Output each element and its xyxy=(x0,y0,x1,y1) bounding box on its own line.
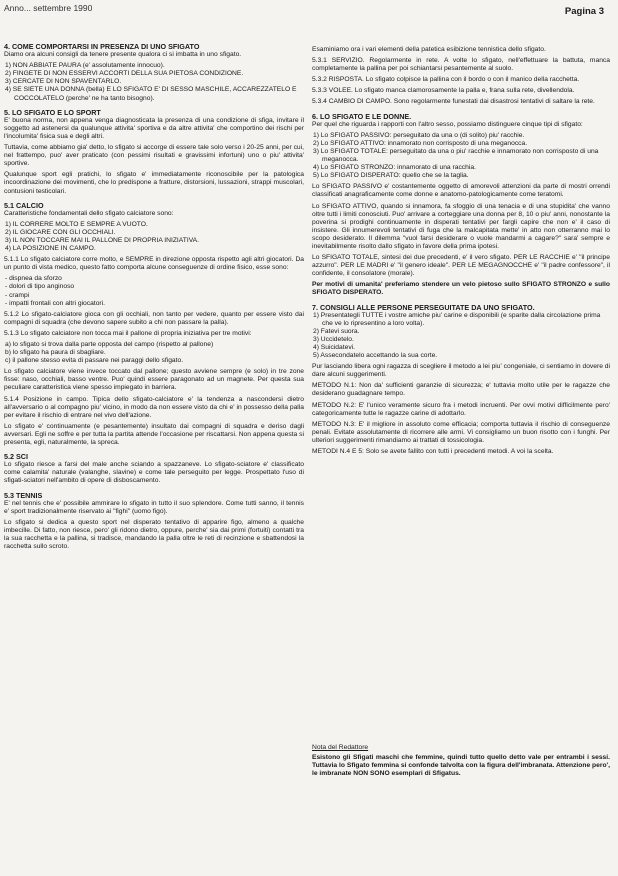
paragraph: METODO N.2: E' l'unico veramente sicuro fra i metodi incruenti. Per ovvi motivi difficilmente pero' categoricamente tutte le ragazze carine di adottarlo. xyxy=(312,401,610,417)
section-51-title: 5.1 CALCIO xyxy=(4,200,44,210)
list-item: 2) Fatevi suora. xyxy=(313,327,360,335)
list-item: 4) LA POSIZIONE IN CAMPO. xyxy=(5,245,96,253)
paragraph: Tuttavia, come abbiamo gia' detto, lo sfigato si accorge di essere tale solo verso i 20-25 anni, per cui, nel frattempo, puo' aver praticato (con pessimi risultati e gravissimi infortuni) uno o piu' attivita' sportive. xyxy=(4,144,304,168)
paragraph: Qualunque sport egli pratichi, lo sfigato e' immediatamente riconoscibile per la patologica incoordinazione dei movimenti, che lo predispone a fratture, distorsioni, lussazioni, strappi muscolari, contusioni testicolari. xyxy=(4,171,304,195)
section-513-list xyxy=(4,341,304,365)
list-item: 1) Presentategli TUTTE i vostre amiche piu' carine e disponibili (e sparite dalla circolazione prima che ve lo ripresentino a loro volta). xyxy=(313,311,601,327)
section-51-list xyxy=(4,221,304,253)
paragraph: METODO N.1: Non da' sufficienti garanzie di sicurezza; e' tuttavia molto utile per le ragazze che desiderano guadagnare tempo. xyxy=(312,382,610,398)
list-item: 3) Uccidetelo. xyxy=(313,335,354,343)
left-column xyxy=(4,43,304,554)
editor-note xyxy=(312,744,610,781)
paragraph: Lo SFIGATO TOTALE, sintesi dei due precedenti, e' il vero sfigato. PER LE RACCHIE e' "il principe azzurro". PER LE MADRI e' "il genero ideale". PER LE MEGAGNOCCHE e' "il padre confessore", il confidente, il consolatore (morale). xyxy=(312,254,610,278)
paragraph: Per quel che riguarda i rapporti con l'altro sesso, possiamo distinguere cinque tipi di sfigato: xyxy=(312,120,583,128)
editor-note-text: Esistono gli Sfigati maschi che femmine, quindi tutto quello detto vale per entrambi i sessi. Tuttavia lo Sfigato femmina si confonde talvolta con la figura dell'imbranata. Attenzione pero', le imbranate NON SONO esemplari di Sfigatus. xyxy=(312,754,610,778)
header-date: Anno... settembre 1990 xyxy=(4,3,93,13)
paragraph: 5.1.4 Posizione in campo. Tipica dello sfigato-calciatore e' la tendenza a nascondersi dietro all'avversario o al compagno piu' vicino, in modo da non essere visto da chi e' in possesso della palla per evitare il rischio di entrare nel vivo dell'azione. xyxy=(4,395,304,419)
section-6-title: 6. LO SFIGATO E LE DONNE. xyxy=(312,111,412,121)
list-item: 1) IL CORRERE MOLTO E SEMPRE A VUOTO. xyxy=(5,220,148,228)
list-item: 2) Lo SFIGATO ATTIVO: innamorato non corrisposto di una meganocca. xyxy=(313,139,528,147)
paragraph: Lo SFIGATO PASSIVO e' costantemente oggetto di amorevoli attenzioni da parte di mostri orrendi classificati anagraficamente come donne e anatomo-patologicamente come teratomi. xyxy=(312,183,610,199)
paragraph: Per motivi di umanita' preferiamo stendere un velo pietoso sullo SFIGATO STRONZO e sullo SFIGATO DISPERATO. xyxy=(312,281,610,297)
list-item: 1) Lo SFIGATO PASSIVO: perseguitato da una o (di solito) piu' racchie. xyxy=(313,131,525,139)
section-4-list xyxy=(4,62,304,102)
list-item: 3) Lo SFIGATO TOTALE: perseguitato da una o piu' racchie e innamorato non corrisposto di una meganocca. xyxy=(313,147,599,164)
paragraph: 5.1.3 Lo sfigato calciatore non tocca mai il pallone di propria iniziativa per tre motivi: xyxy=(4,329,252,337)
list-item: b) lo sfigato ha paura di sbagliare. xyxy=(5,349,106,357)
paragraph: 5.1.2 Lo sfigato-calciatore gioca con gli occhiali, non tanto per vedere, quanto per essere visto dai compagni di squadra (che devono sapere subito a chi non passare la palla). xyxy=(4,310,304,326)
list-item: 3) CERCATE DI NON SPAVENTARLO. xyxy=(5,78,122,86)
paragraph: Lo SFIGATO ATTIVO, quando si innamora, fa sfoggio di una tenacia e di una stupidita' che vanno oltre tutti i limiti conosciuti. Puo' arrivare a corteggiare una donna per 8, 10 o piu' anni, nonostante la poverina si prodighi continuamente in disperati tentativi per fargli capire che non e' il caso di insistere. Gli innumerevoli tentativi di fuga che la malcapitata mette' in atto non otterranno mai lo scopo desiderato. Il dilemma "vuol farsi desiderare o vuole mandarmi a cagare?" sara' sempre e inevitabilmente risolto dallo sfigato in favore della prima ipotesi. xyxy=(312,202,610,250)
list-item: 4) Suicidatevi. xyxy=(313,344,356,351)
list-item: 4) SE SIETE UNA DONNA (bella) E LO SFIGATO E' DI SESSO MASCHILE, ACCAREZZATELO E COCCOLATELO (perche' ne ha tanto bisogno). xyxy=(5,86,297,102)
paragraph: Caratteristiche fondamentali dello sfigato calciatore sono: xyxy=(4,209,174,217)
right-column xyxy=(312,46,610,459)
paragraph: E' nel tennis che e' possibile ammirare lo sfigato in tutto il suo splendore. Come tutti sanno, il tennis e' sport tradizionalmente riservato ai "fighi" (uomo figo). xyxy=(4,499,304,515)
list-item: - dolori di tipo anginoso xyxy=(5,283,75,291)
editor-note-title: Nota del Redattore xyxy=(312,744,369,751)
section-7-list xyxy=(312,312,610,361)
section-6-list xyxy=(312,132,610,181)
paragraph: 5.3.4 CAMBIO DI CAMPO. Sono regolarmente funestati dai disastrosi tentativi di saltare la rete. xyxy=(312,98,595,106)
list-item: 2) IL GIOCARE CON GLI OCCHIALI. xyxy=(5,228,116,236)
paragraph: Lo sfigato riesce a farsi del male anche sciando a spazzaneve. Lo sfigato-sciatore e' classificato come calamita' naturale (valanghe, slavine) e come tale perseguito per legge. Prospettato l'uso di sfigati-sciatori nell'ambito di opere di disboscamento. xyxy=(4,461,304,485)
paragraph: 5.3.3 VOLEE. Lo sfigato manca clamorosamente la palla e, frana sulla rete, divellendola. xyxy=(312,87,575,95)
list-item: 4) Lo SFIGATO STRONZO: innamorato di una racchia. xyxy=(313,164,476,172)
list-item: c) il pallone stesso evita di passare nei paraggi dello sfigato. xyxy=(5,357,184,365)
section-5-title: 5. LO SFIGATO E LO SPORT xyxy=(4,107,101,117)
list-item: 5) Assecondatelo accettando la sua corte. xyxy=(313,352,438,360)
paragraph: 5.1.1 Lo sfigato calciatore corre molto, e SEMPRE in direzione opposta rispetto agli altri giocatori. Da un punto di vista medico, questo fatto comporta alcune conseguenze di ordine fisico, esse sono: xyxy=(4,256,304,272)
list-item: 5) Lo SFIGATO DISPERATO: quello che se la taglia. xyxy=(313,172,469,180)
list-item: - impatti frontali con altri giocatori. xyxy=(5,299,105,307)
paragraph: METODO N.3: E' il migliore in assoluto come efficacia; comporta tuttavia il rischio di conseguenze penali. Evitate assolutamente di ricorrere alle armi. Vi consigliamo un buon risotto con i funghi. Per ulteriori suggerimenti rimandiamo ai trattati di tossicologia. xyxy=(312,420,610,444)
list-item: 2) FINGETE DI NON ESSERVI ACCORTI DELLA SUA PIETOSA CONDIZIONE. xyxy=(5,70,244,78)
section-4-title: 4. COME COMPORTARSI IN PRESENZA DI UNO SFIGATO xyxy=(4,42,200,51)
list-item: - dispnea da sforzo xyxy=(5,275,62,283)
section-511-list xyxy=(4,275,304,307)
section-4-intro: Diamo ora alcuni consigli da tenere presente qualora ci si imbatta in uno sfigato. xyxy=(4,51,242,59)
paragraph: METODI N.4 E 5: Solo se avete fallito con tutti i precedenti metodi. A voi la scelta. xyxy=(312,448,554,456)
paragraph: 5.3.1 SERVIZIO. Regolarmente in rete. A volte lo sfigato, nell'effettuare la battuta, manca completamente la pallina per poi schiantarsi pesantemente al suolo. xyxy=(312,57,610,73)
list-item: a) lo sfigato si trova dalla parte opposta del campo (rispetto al pallone) xyxy=(5,341,214,348)
list-item: - crampi xyxy=(5,291,30,299)
paragraph: Esaminiamo ora i vari elementi della patetica esibizione tennistica dello sfigato. xyxy=(312,46,546,53)
paragraph: Lo sfigato e' continuamente (e pesantemente) insultato dai compagni di squadra e deriso dagli avversari. Egli ne soffre e per tutta la partita attende l'occasione per riscattarsi. Non appena questa si presenta, egli, naturalmente, la spreca. xyxy=(4,422,304,447)
paragraph: E' buona norma, non appena venga diagnosticata la presenza di una condizione di sfiga, invitare il soggetto ad astenersi da qualunque attivita' sportiva e da altre attivita' che comportino dei rischi per l'incolumita' fisica sua e degli altri. xyxy=(4,116,304,140)
list-item: 1) NON ABBIATE PAURA (e' assolutamente innocuo). xyxy=(5,62,165,70)
paragraph: 5.3.2 RISPOSTA. Lo sfigato colpisce la pallina con il bordo o con il manico della racchetta. xyxy=(312,76,580,84)
section-53-title: 5.3 TENNIS xyxy=(4,490,43,500)
section-7-title: 7. CONSIGLI ALLE PERSONE PERSEGUITATE DA UNO SFIGATO. xyxy=(312,302,535,312)
paragraph: Pur lasciando libera ogni ragazza di scegliere il metodo a lei piu' congeniale, ci sentiamo in dovere di dare alcuni suggerimenti. xyxy=(312,363,610,379)
paragraph: Lo sfigato si dedica a questo sport nel disperato tentativo di apparire figo, almeno a qualche imbecille. Di fatto, non riesce, pero' gli ridono dietro, oppure, perche' sia dai primi (fortuiti) contatti tra la sua racchetta e la pallina, si tradisce, mandando la palla oltre le reti di recinzione e sbattendosi la racchetta sullo scroto. xyxy=(4,518,304,551)
page-number: Pagina 3 xyxy=(564,6,604,17)
section-52-title: 5.2 SCI xyxy=(4,452,28,462)
paragraph: Lo sfigato calciatore viene invece toccato dal pallone; questo avviene sempre (e solo) in tre zone fisse: naso, occhiali, basso ventre. Puo' quindi essere paragonato ad un magnete. Per questa sua peculiare caratteristica viene spesso impiegato in barriera. xyxy=(4,368,304,392)
list-item: 3) IL NON TOCCARE MAI IL PALLONE DI PROPRIA INIZIATIVA. xyxy=(5,236,199,244)
